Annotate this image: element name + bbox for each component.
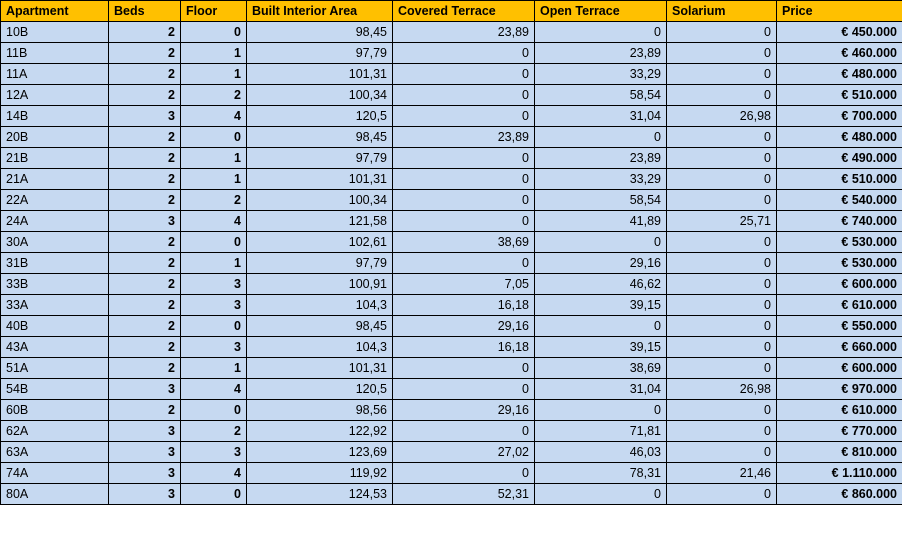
cell-price: € 480.000 [777,64,902,85]
table-row [1,106,902,127]
table-header-row [1,1,902,22]
cell-beds: 3 [109,421,181,442]
table-row [1,169,902,190]
column-header-open-terrace: Open Terrace [535,1,667,22]
cell-price: € 860.000 [777,484,902,505]
cell-open-terrace: 41,89 [535,211,667,232]
cell-floor: 3 [181,295,247,316]
cell-price: € 600.000 [777,358,902,379]
cell-beds: 2 [109,337,181,358]
cell-built-interior-area: 100,91 [247,274,393,295]
cell-built-interior-area: 100,34 [247,190,393,211]
cell-floor: 0 [181,127,247,148]
table-row [1,22,902,43]
cell-apartment: 51A [1,358,109,379]
cell-solarium: 0 [667,484,777,505]
column-header-floor: Floor [181,1,247,22]
cell-apartment: 21A [1,169,109,190]
cell-built-interior-area: 104,3 [247,337,393,358]
cell-apartment: 22A [1,190,109,211]
cell-beds: 3 [109,442,181,463]
cell-solarium: 0 [667,316,777,337]
table-row [1,442,902,463]
cell-floor: 1 [181,253,247,274]
cell-open-terrace: 46,03 [535,442,667,463]
cell-solarium: 0 [667,64,777,85]
column-header-covered-terrace: Covered Terrace [393,1,535,22]
cell-apartment: 43A [1,337,109,358]
cell-apartment: 24A [1,211,109,232]
cell-built-interior-area: 97,79 [247,43,393,64]
table-row [1,274,902,295]
cell-apartment: 31B [1,253,109,274]
cell-floor: 1 [181,43,247,64]
cell-floor: 0 [181,484,247,505]
cell-floor: 0 [181,316,247,337]
cell-floor: 4 [181,211,247,232]
cell-open-terrace: 0 [535,400,667,421]
cell-built-interior-area: 104,3 [247,295,393,316]
cell-apartment: 11A [1,64,109,85]
cell-price: € 1.110.000 [777,463,902,484]
cell-open-terrace: 0 [535,316,667,337]
cell-covered-terrace: 0 [393,64,535,85]
cell-solarium: 0 [667,85,777,106]
cell-floor: 2 [181,190,247,211]
cell-floor: 3 [181,337,247,358]
cell-solarium: 0 [667,148,777,169]
cell-covered-terrace: 0 [393,190,535,211]
cell-built-interior-area: 101,31 [247,358,393,379]
cell-price: € 660.000 [777,337,902,358]
cell-floor: 0 [181,232,247,253]
cell-price: € 540.000 [777,190,902,211]
table-row [1,253,902,274]
cell-solarium: 21,46 [667,463,777,484]
cell-covered-terrace: 0 [393,379,535,400]
cell-covered-terrace: 0 [393,106,535,127]
cell-built-interior-area: 97,79 [247,148,393,169]
cell-built-interior-area: 122,92 [247,421,393,442]
cell-solarium: 0 [667,358,777,379]
cell-built-interior-area: 120,5 [247,106,393,127]
cell-price: € 600.000 [777,274,902,295]
table-row [1,295,902,316]
cell-covered-terrace: 0 [393,85,535,106]
cell-solarium: 0 [667,127,777,148]
cell-open-terrace: 0 [535,232,667,253]
cell-open-terrace: 0 [535,22,667,43]
column-header-built-interior-area: Built Interior Area [247,1,393,22]
cell-apartment: 10B [1,22,109,43]
cell-beds: 2 [109,190,181,211]
cell-apartment: 30A [1,232,109,253]
cell-price: € 480.000 [777,127,902,148]
cell-solarium: 0 [667,253,777,274]
cell-covered-terrace: 52,31 [393,484,535,505]
cell-built-interior-area: 98,45 [247,127,393,148]
cell-apartment: 33B [1,274,109,295]
cell-price: € 530.000 [777,253,902,274]
cell-apartment: 21B [1,148,109,169]
table-row [1,400,902,421]
table-row [1,379,902,400]
cell-solarium: 0 [667,295,777,316]
table-row [1,211,902,232]
cell-covered-terrace: 38,69 [393,232,535,253]
cell-covered-terrace: 0 [393,253,535,274]
cell-open-terrace: 71,81 [535,421,667,442]
cell-open-terrace: 23,89 [535,148,667,169]
cell-floor: 1 [181,148,247,169]
cell-price: € 740.000 [777,211,902,232]
cell-price: € 770.000 [777,421,902,442]
cell-apartment: 14B [1,106,109,127]
cell-floor: 1 [181,358,247,379]
cell-solarium: 0 [667,43,777,64]
cell-covered-terrace: 0 [393,358,535,379]
table-row [1,316,902,337]
table-row [1,232,902,253]
cell-solarium: 26,98 [667,379,777,400]
cell-open-terrace: 33,29 [535,64,667,85]
cell-open-terrace: 38,69 [535,358,667,379]
cell-open-terrace: 58,54 [535,85,667,106]
cell-apartment: 11B [1,43,109,64]
cell-open-terrace: 31,04 [535,106,667,127]
cell-built-interior-area: 102,61 [247,232,393,253]
cell-built-interior-area: 101,31 [247,169,393,190]
table-row [1,127,902,148]
cell-covered-terrace: 29,16 [393,400,535,421]
cell-price: € 510.000 [777,85,902,106]
cell-floor: 4 [181,106,247,127]
cell-open-terrace: 46,62 [535,274,667,295]
cell-price: € 550.000 [777,316,902,337]
cell-floor: 1 [181,64,247,85]
cell-solarium: 0 [667,169,777,190]
cell-covered-terrace: 29,16 [393,316,535,337]
cell-solarium: 0 [667,442,777,463]
cell-price: € 510.000 [777,169,902,190]
cell-built-interior-area: 119,92 [247,463,393,484]
cell-apartment: 74A [1,463,109,484]
cell-price: € 700.000 [777,106,902,127]
column-header-beds: Beds [109,1,181,22]
cell-solarium: 25,71 [667,211,777,232]
cell-beds: 2 [109,22,181,43]
cell-apartment: 12A [1,85,109,106]
cell-built-interior-area: 123,69 [247,442,393,463]
table-row [1,190,902,211]
cell-open-terrace: 39,15 [535,337,667,358]
column-header-apartment: Apartment [1,1,109,22]
cell-beds: 2 [109,64,181,85]
cell-open-terrace: 23,89 [535,43,667,64]
table-row [1,358,902,379]
cell-floor: 0 [181,22,247,43]
cell-price: € 460.000 [777,43,902,64]
cell-beds: 3 [109,463,181,484]
cell-floor: 3 [181,442,247,463]
cell-solarium: 0 [667,232,777,253]
cell-solarium: 0 [667,274,777,295]
cell-beds: 2 [109,85,181,106]
cell-solarium: 0 [667,190,777,211]
table-row [1,463,902,484]
table-body [1,22,902,505]
cell-beds: 3 [109,211,181,232]
cell-covered-terrace: 23,89 [393,127,535,148]
table-row [1,148,902,169]
cell-beds: 2 [109,295,181,316]
cell-apartment: 20B [1,127,109,148]
cell-beds: 3 [109,106,181,127]
cell-floor: 4 [181,379,247,400]
cell-apartment: 33A [1,295,109,316]
cell-open-terrace: 0 [535,484,667,505]
cell-floor: 3 [181,274,247,295]
table-row [1,85,902,106]
cell-covered-terrace: 0 [393,463,535,484]
cell-open-terrace: 0 [535,127,667,148]
cell-solarium: 0 [667,337,777,358]
cell-solarium: 0 [667,22,777,43]
cell-beds: 2 [109,148,181,169]
table-row [1,421,902,442]
cell-floor: 0 [181,400,247,421]
cell-built-interior-area: 98,56 [247,400,393,421]
cell-floor: 2 [181,85,247,106]
cell-beds: 2 [109,169,181,190]
cell-apartment: 62A [1,421,109,442]
cell-beds: 2 [109,253,181,274]
cell-covered-terrace: 0 [393,211,535,232]
cell-apartment: 80A [1,484,109,505]
cell-covered-terrace: 7,05 [393,274,535,295]
cell-price: € 530.000 [777,232,902,253]
cell-built-interior-area: 124,53 [247,484,393,505]
cell-covered-terrace: 16,18 [393,337,535,358]
cell-apartment: 63A [1,442,109,463]
cell-price: € 610.000 [777,400,902,421]
cell-covered-terrace: 0 [393,43,535,64]
cell-built-interior-area: 101,31 [247,64,393,85]
cell-built-interior-area: 98,45 [247,22,393,43]
cell-covered-terrace: 0 [393,421,535,442]
cell-open-terrace: 31,04 [535,379,667,400]
cell-covered-terrace: 23,89 [393,22,535,43]
cell-solarium: 0 [667,400,777,421]
cell-open-terrace: 39,15 [535,295,667,316]
cell-price: € 450.000 [777,22,902,43]
cell-built-interior-area: 121,58 [247,211,393,232]
cell-open-terrace: 78,31 [535,463,667,484]
cell-beds: 2 [109,127,181,148]
table-row [1,64,902,85]
cell-apartment: 54B [1,379,109,400]
cell-built-interior-area: 100,34 [247,85,393,106]
cell-solarium: 0 [667,421,777,442]
cell-open-terrace: 33,29 [535,169,667,190]
cell-apartment: 40B [1,316,109,337]
cell-covered-terrace: 27,02 [393,442,535,463]
cell-beds: 2 [109,316,181,337]
table-row [1,337,902,358]
cell-built-interior-area: 98,45 [247,316,393,337]
cell-beds: 3 [109,484,181,505]
cell-beds: 2 [109,232,181,253]
table-row [1,43,902,64]
cell-open-terrace: 29,16 [535,253,667,274]
cell-price: € 810.000 [777,442,902,463]
cell-beds: 2 [109,274,181,295]
cell-floor: 4 [181,463,247,484]
cell-floor: 2 [181,421,247,442]
cell-beds: 2 [109,358,181,379]
cell-covered-terrace: 0 [393,148,535,169]
cell-price: € 970.000 [777,379,902,400]
cell-built-interior-area: 120,5 [247,379,393,400]
cell-built-interior-area: 97,79 [247,253,393,274]
cell-floor: 1 [181,169,247,190]
cell-beds: 3 [109,379,181,400]
cell-apartment: 60B [1,400,109,421]
cell-price: € 610.000 [777,295,902,316]
cell-covered-terrace: 0 [393,169,535,190]
cell-solarium: 26,98 [667,106,777,127]
cell-price: € 490.000 [777,148,902,169]
cell-covered-terrace: 16,18 [393,295,535,316]
cell-beds: 2 [109,400,181,421]
cell-open-terrace: 58,54 [535,190,667,211]
column-header-price: Price [777,1,902,22]
table-header [1,1,902,22]
cell-beds: 2 [109,43,181,64]
column-header-solarium: Solarium [667,1,777,22]
table-row [1,484,902,505]
